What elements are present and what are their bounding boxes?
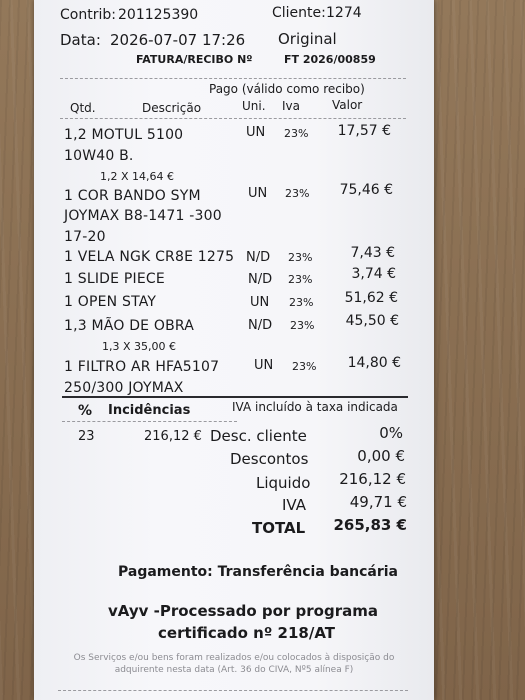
- copy-type: Original: [278, 30, 337, 48]
- item-value: 14,80 €: [347, 355, 401, 371]
- divider: [62, 421, 237, 422]
- item-vat: 23%: [292, 360, 317, 373]
- item-unit: UN: [248, 186, 268, 201]
- divider: [58, 690, 408, 691]
- payment-status: Pago (válido como recibo): [209, 82, 365, 96]
- iva-label: IVA: [282, 496, 306, 514]
- descontos-value: 0,00 €: [357, 447, 405, 465]
- divider: [60, 118, 406, 119]
- payment-method: Pagamento: Transferência bancária: [118, 564, 398, 580]
- item-line: 17-20: [64, 229, 106, 245]
- doc-number: FT 2026/00859: [284, 53, 376, 66]
- item-line: 1 VELA NGK CR8E 1275: [64, 249, 235, 265]
- descontos-label: Descontos: [230, 450, 309, 468]
- contrib-label: Contrib:: [60, 7, 116, 23]
- item-unit: UN: [246, 125, 266, 140]
- divider: [62, 396, 408, 398]
- item-vat: 23%: [285, 187, 310, 200]
- total-label: TOTAL: [252, 519, 306, 537]
- item-unit: UN: [254, 358, 274, 373]
- tax-rate-header: %: [78, 403, 93, 419]
- item-line: 10W40 B.: [64, 148, 134, 164]
- item-unit: UN: [250, 295, 270, 310]
- item-line: 1,2 MOTUL 5100: [64, 127, 184, 143]
- item-unit: N/D: [248, 318, 273, 333]
- liquido-value: 216,12 €: [339, 470, 406, 488]
- tax-note: IVA incluído à taxa indicada: [232, 400, 398, 414]
- data-label: Data:: [60, 31, 101, 49]
- item-value: 51,62 €: [344, 290, 398, 306]
- item-value: 17,57 €: [337, 123, 391, 139]
- item-line: 1,3 MÃO DE OBRA: [64, 318, 195, 334]
- tax-rate: 23: [78, 429, 95, 444]
- item-line: 1 SLIDE PIECE: [64, 271, 165, 287]
- col-iva: Iva: [282, 99, 300, 113]
- item-vat: 23%: [288, 273, 313, 286]
- item-value: 45,50 €: [345, 313, 399, 329]
- item-vat: 23%: [290, 319, 315, 332]
- desc-cliente-label: Desc. cliente: [210, 427, 307, 445]
- col-uni: Uni.: [242, 99, 266, 113]
- divider: [60, 78, 406, 79]
- item-value: 3,74 €: [351, 266, 396, 282]
- item-unit: N/D: [248, 272, 273, 287]
- legal-note: Os Serviços e/ou bens foram realizados e/ou colocados à disposição do adquirente nesta data (Art. 36 do CIVA, Nº5 alínea F): [73, 653, 395, 675]
- desc-cliente-value: 0%: [379, 424, 403, 442]
- item-unit: N/D: [246, 250, 271, 265]
- certification-line-1: vAyv -Processado por programa: [108, 602, 378, 620]
- item-line: 1 FILTRO AR HFA5107: [64, 359, 220, 375]
- doc-type: FATURA/RECIBO Nº: [136, 53, 253, 66]
- item-vat: 23%: [289, 296, 314, 309]
- col-qtd: Qtd.: [70, 101, 96, 115]
- item-line: 250/300 JOYMAX: [64, 380, 184, 396]
- item-value: 75,46 €: [339, 182, 393, 198]
- data-value: 2026-07-07 17:26: [110, 31, 246, 49]
- col-valor: Valor: [332, 98, 363, 112]
- certification-line-2: certificado nº 218/AT: [158, 624, 335, 642]
- item-line: 1 OPEN STAY: [64, 294, 157, 310]
- contrib-value: 201125390: [118, 7, 199, 23]
- tax-incidence: 216,12 €: [144, 429, 202, 444]
- item-line: 1 COR BANDO SYM: [64, 188, 201, 204]
- tax-incidence-header: Incidências: [108, 403, 191, 418]
- item-vat: 23%: [284, 127, 309, 140]
- cliente-value: 1274: [326, 5, 362, 21]
- item-line: JOYMAX B8-1471 -300: [64, 208, 222, 224]
- item-subline: 1,3 X 35,00 €: [102, 340, 177, 353]
- item-vat: 23%: [288, 251, 313, 264]
- iva-value: 49,71 €: [349, 493, 407, 511]
- cliente-label: Cliente:: [272, 5, 326, 21]
- total-value: 265,83 €: [333, 516, 407, 534]
- item-subline: 1,2 X 14,64 €: [100, 170, 175, 183]
- item-value: 7,43 €: [350, 245, 395, 261]
- col-descricao: Descrição: [142, 101, 202, 115]
- liquido-label: Liquido: [256, 474, 311, 492]
- receipt: [34, 0, 434, 700]
